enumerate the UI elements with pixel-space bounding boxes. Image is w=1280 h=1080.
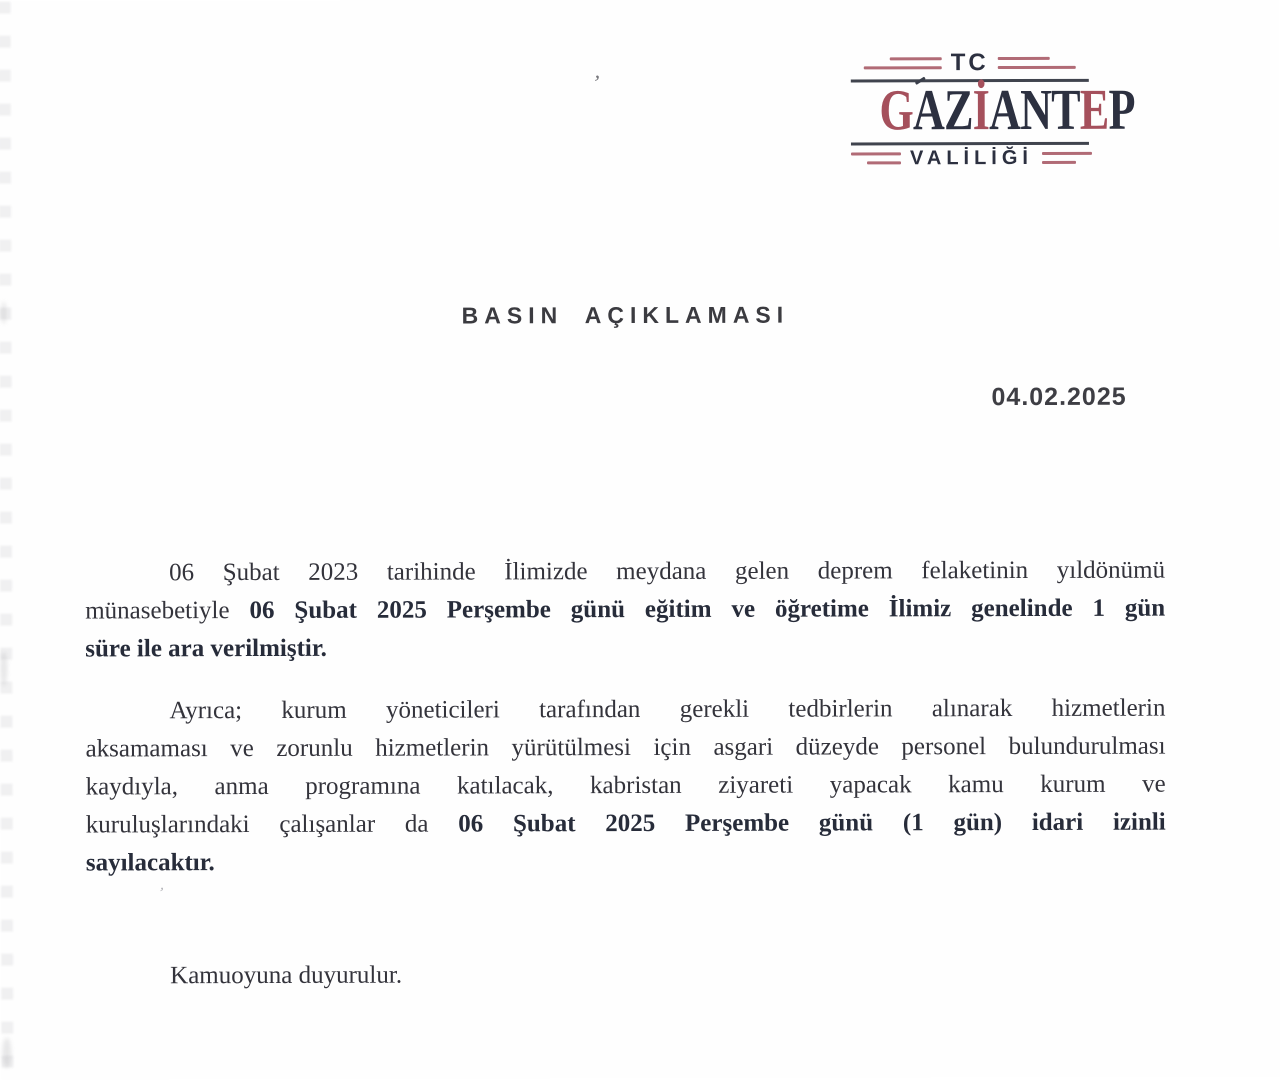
text-segment: kuruluşlarındaki çalışanlar da	[85, 810, 459, 839]
text-segment: münasebetiyle	[85, 597, 250, 625]
logo-subtitle-row	[851, 147, 1089, 170]
ornament-bar	[998, 66, 1076, 69]
text-line	[86, 842, 1166, 883]
logo-letter-segment: E	[1079, 76, 1109, 142]
ornament-bar	[998, 57, 1050, 60]
logo-letter-segment: İ	[972, 77, 990, 143]
ornament-bar	[890, 57, 942, 60]
logo-letter-segment: P	[1108, 76, 1135, 142]
document-body	[85, 552, 1166, 883]
logo-tc-text: TC	[950, 49, 989, 77]
logo-ornament-lines-left	[851, 57, 942, 69]
text-line	[85, 552, 1165, 593]
press-release-title: BASIN AÇIKLAMASI	[461, 301, 790, 329]
ornament-bar	[867, 161, 901, 164]
logo-letter-segment: G	[879, 77, 914, 143]
paragraph	[85, 552, 1165, 669]
closing-line: Kamuoyuna duyurulur.	[170, 961, 403, 990]
logo-letter-segment: ANT	[989, 76, 1080, 143]
bold-text-segment: 06 Şubat 2025 Perşembe günü eğitim ve öğretime İlimiz genelinde 1 gün	[249, 594, 1166, 625]
logo-subtitle-text: VALİLİĞİ	[909, 146, 1033, 170]
bold-text-segment: 06 Şubat 2025 Perşembe günü (1 gün) idari izinli	[458, 808, 1166, 838]
scan-artifact-mark: ,	[159, 877, 167, 894]
logo-letter-segment: AZ	[912, 77, 973, 143]
paragraph	[85, 690, 1165, 883]
ornament-bar	[851, 152, 901, 155]
ornament-bar	[864, 66, 942, 69]
scan-edge-noise	[0, 2, 13, 1080]
logo-ornament-lines-right	[1042, 152, 1092, 164]
logo-divider-bottom	[851, 142, 1089, 146]
gaziantep-governorship-logo	[851, 49, 1135, 170]
text-segment: 06 Şubat 2023 tarihinde İlimizde meydana gelen deprem felaketinin yıldönümü	[169, 556, 1166, 587]
scan-smudge	[0, 652, 7, 686]
logo-tc-row	[851, 51, 1089, 76]
scan-artifact-mark: ’	[591, 69, 602, 96]
text-segment: Ayrıca; kurum yöneticileri tarafından gerekli tedbirlerin alınarak hizmetlerin	[169, 694, 1166, 725]
ornament-bar	[1042, 161, 1076, 164]
ornament-bar	[1042, 152, 1092, 155]
logo-city-name	[879, 76, 1135, 143]
text-line	[85, 628, 1165, 669]
text-segment: aksamaması ve zorunlu hizmetlerin yürütülmesi için asgari düzeyde personel bulundurulması	[85, 732, 1166, 763]
scan-smudge	[2, 1038, 11, 1068]
text-line	[85, 590, 1165, 631]
bold-text-segment: süre ile ara verilmiştir.	[85, 634, 327, 663]
text-segment: kaydıyla, anma programına katılacak, kabristan ziyareti yapacak kamu kurum ve	[85, 770, 1166, 801]
text-line	[85, 690, 1165, 731]
text-line	[85, 728, 1165, 769]
bold-text-segment: sayılacaktır.	[85, 849, 215, 877]
text-line	[86, 766, 1166, 807]
logo-ornament-lines-right	[998, 57, 1089, 69]
logo-ornament-lines-left	[851, 152, 901, 164]
text-line	[86, 804, 1166, 845]
document-date: 04.02.2025	[991, 382, 1127, 412]
